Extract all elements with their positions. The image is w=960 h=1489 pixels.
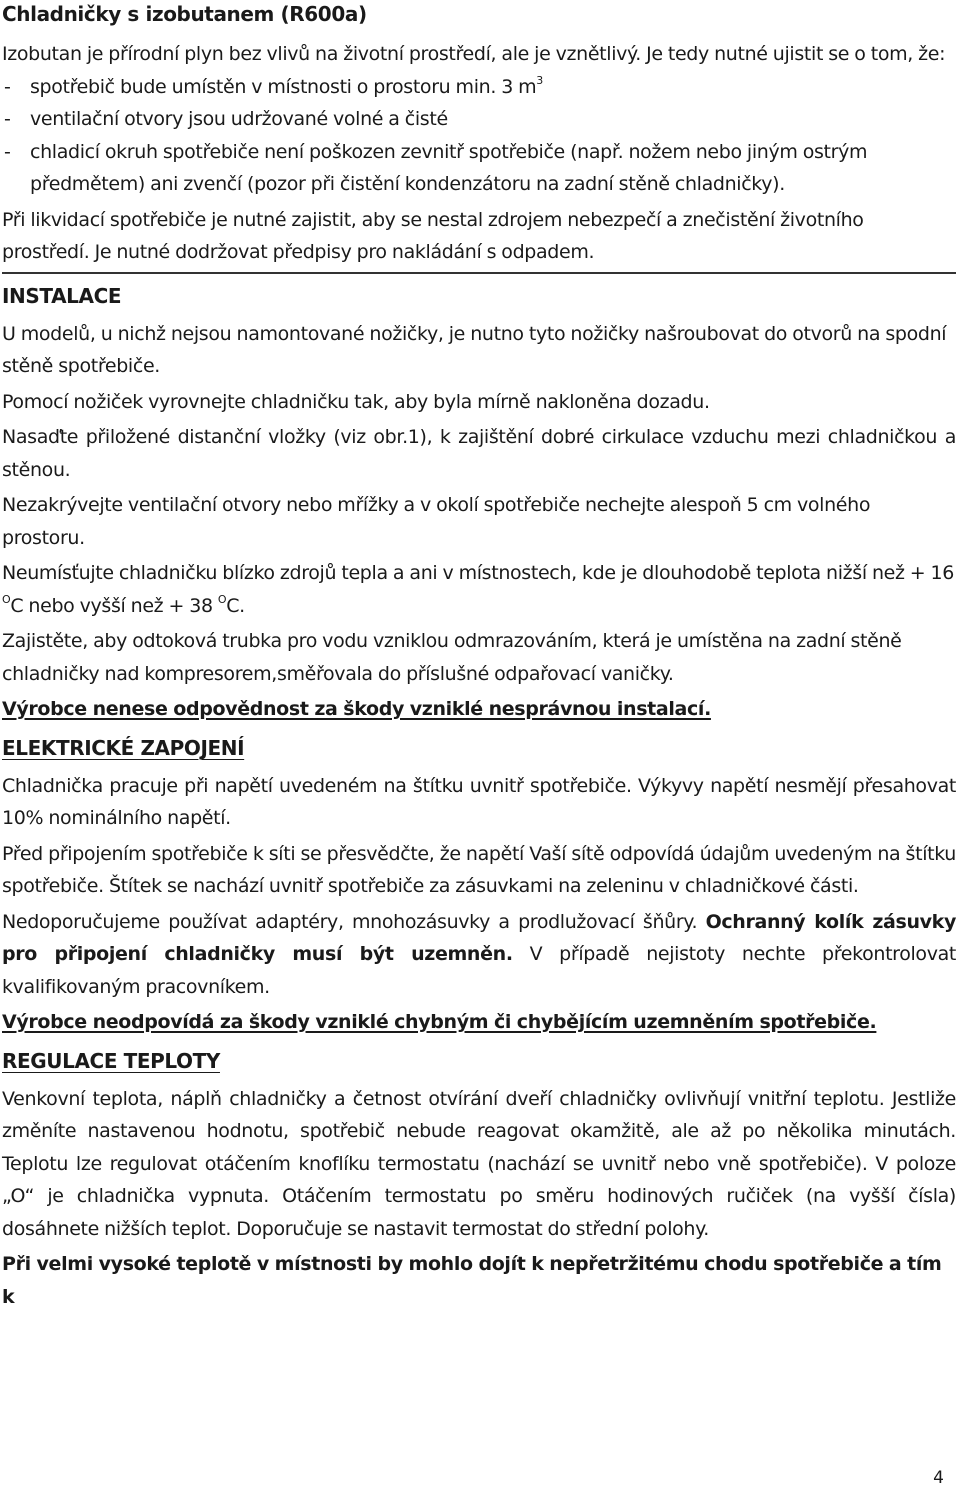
paragraph: Chladnička pracuje při napětí uvedeném na štítku uvnitř spotřebiče. Výkyvy napětí nesmějí přesahovat 10% nominálního napětí. [2, 774, 956, 829]
list-item-text: ventilační otvory jsou udržované volné a čisté [30, 108, 448, 130]
paragraph: Nasaďte přiložené distanční vložky (viz obr.1), k zajištění dobré cirkulace vzduchu mezi chladničkou a stěnou. [2, 426, 956, 481]
document-title: Chladničky s izobutanem (R600a) [2, 2, 367, 26]
section-heading-instalace: INSTALACE [2, 283, 122, 308]
superscript: 3 [536, 73, 543, 87]
paragraph: Zajistěte, aby odtoková trubka pro vodu vzniklou odmrazováním, která je umístěna na zadní stěně chladničky nad kompresorem,směřovala do příslušné odpařovací vaničky. [2, 630, 902, 685]
text-segment: V případě nejistoty nechte překontrolovat kvalifikovaným pracovníkem. [2, 943, 956, 998]
bullet-dash: - [4, 75, 11, 98]
text-segment: C nebo vyšší než + 38 [10, 594, 218, 617]
list-item [2, 136, 956, 201]
paragraph: Nezakrývejte ventilační otvory nebo mřížky a v okolí spotřebiče nechejte alespoň 5 cm volného prostoru. [2, 494, 871, 549]
warning-text: Při velmi vysoké teplotě v místnosti by mohlo dojít k nepřetržitému chodu spotřebiče a tím k [2, 1253, 942, 1308]
requirements-list [2, 71, 956, 201]
bullet-dash: - [4, 108, 11, 130]
text-segment: Neumísťujte chladničku blízko zdrojů tepla a ani v místnostech, kde je dlouhodobě teplota nižší než + 16 [2, 562, 955, 584]
degree-symbol: O [2, 592, 11, 606]
grounding-paragraph [2, 906, 956, 1004]
list-item-text: chladicí okruh spotřebiče není poškozen zevnitř spotřebiče (např. nožem nebo jiným ostrým předmětem) ani zvenčí (pozor při čistění kondenzátoru na zadní stěně chladničky). [30, 140, 868, 195]
section-heading-elektricke: ELEKTRICKÉ ZAPOJENÍ [2, 735, 245, 760]
list-item [2, 71, 956, 104]
bullet-dash: - [4, 140, 11, 163]
paragraph: U modelů, u nichž nejsou namontované nožičky, je nutno tyto nožičky našroubovat do otvorů na spodní stěně spotřebiče. [2, 322, 947, 377]
text-segment: C. [226, 594, 245, 617]
paragraph: Před připojením spotřebiče k síti se přesvědčte, že napětí Vaší sítě odpovídá údajům uvedeným na štítku spotřebiče. Štítek se nachází uvnitř spotřebiče za zásuvkami na zeleninu v chladničkové části. [2, 842, 956, 897]
warning-text: Výrobce nenese odpovědnost za škody vzniklé nesprávnou instalací. [2, 698, 711, 720]
page-number: 4 [933, 1468, 944, 1488]
bold-segment: Ochranný kolík zásuvky pro připojení chladničky musí být uzemněn. [2, 910, 956, 965]
disposal-paragraph: Při likvidací spotřebiče je nutné zajistit, aby se nestal zdrojem nebezpečí a znečistění životního prostředí. Je nutné dodržovat předpisy pro nakládání s odpadem. [2, 208, 864, 263]
temperature-paragraph [2, 557, 956, 622]
paragraph: Pomocí nožiček vyrovnejte chladničku tak, aby byla mírně nakloněna dozadu. [2, 390, 710, 413]
warning-text: Výrobce neodpovídá za škody vzniklé chybným či chybějícím uzemněním spotřebiče. [2, 1011, 877, 1033]
list-item-text: spotřebič bude umístěn v místnosti o prostoru min. 3 m [30, 75, 537, 98]
degree-symbol: O [217, 592, 227, 606]
intro-paragraph: Izobutan je přírodní plyn bez vlivů na životní prostředí, ale je vznětlivý. Je tedy nutné ujistit se o tom, že: [2, 43, 946, 65]
paragraph: Venkovní teplota, náplň chladničky a četnost otvírání dveří chladničky ovlivňují vnitřní teplotu. Jestliže změníte nastavenou hodnotu, spotřebič nebude reagovat okamžitě, ale až po několika minutách. Teplotu lze regulovat otáčením knoflíku termostatu (nachází se uvnitř nebo vně spotřebiče). V poloze „O“ je chladnička vypnuta. Otáčením termostatu po směru hodinových ručiček (na vyšší čísla) dosáhnete nižších teplot. Doporučuje se nastavit termostat do střední polohy. [2, 1087, 956, 1240]
text-segment: Nedoporučujeme používat adaptéry, mnohozásuvky a prodlužovací šňůry. [2, 910, 706, 933]
list-item [2, 103, 956, 136]
section-heading-regulace: REGULACE TEPLOTY [2, 1048, 220, 1073]
